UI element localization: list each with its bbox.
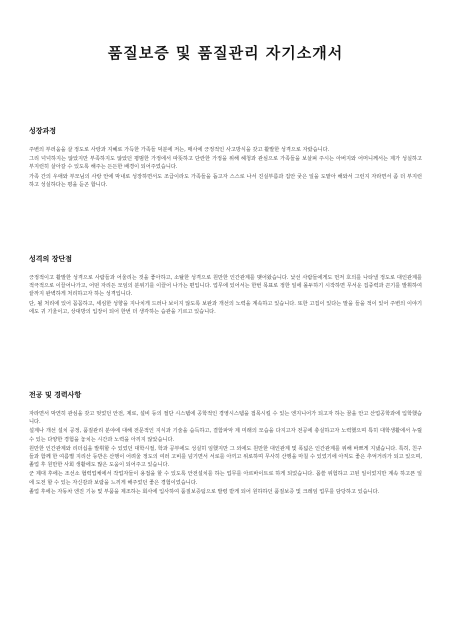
paragraph: 졸업 후에는 자동차 엔진 기능 및 부품을 제조하는 회사에 입사하여 품질보증팀으로 발령 받게 되어 원하하던 품질보증 및 크레임 업무를 담당하고 있습니다. (29, 488, 380, 495)
paragraph: 단, 될 처리에 있어 꼼꼼하고, 세심한 성향을 지나치게 드러나 보이지 않도록 보완과 개선의 노력을 계속하고 있습니다. 또한 고집이 있다는 말을 들을 적이 있어 주변의 이야기에도 귀 기울이고, 상대방의 입장이 되어 한번 더 생각하는 습관을 기르고 있습니다. (29, 300, 422, 315)
paragraph: 자라면서 막연히 관심을 갖고 멋었던 안전, 제로, 설비 등의 절단 시스템에 공학적인 경영시스템을 접목시킬 수 있는 엔지니어가 되고자 하는 꿈을 안고 산업공학과에 입학했습니다. (29, 411, 422, 426)
section-heading: 성장과정 (29, 127, 57, 135)
section-growth (29, 126, 422, 190)
paragraph: 원만한 인간관계와 리더십을 발휘할 수 있었던 대학시절, 학과 공부에도 성실히 임했지만 그 외에도 원만한 대인관계 및 폭넓은 인간관계를 위해 바쁘게 지냈습니다. 특히, 친구들과 함께 한 여름별 지리산 등반은 산행이 어려울 정도의 여러 고비를 넘기면서 서로를 아끼고 위로하며 무사히 산행을 마칠 수 있었기에 아직도 좋은 추억거리가 되고 있으며, 졸업 후 원만한 사회 생활에도 많은 도움이 되어주고 있습니다. (29, 445, 422, 469)
paragraph: 그리 넉넉하지는 않았지만 부족하지도 않았던 평범한 가정에서 따뜻하고 단란한 가정을 위해 헤청과 관심으로 가족들을 보살펴 주시는 아버지와 어머니께서는 제가 성실하고 부지런히 살아갈 수 있도록 해주는 든든한 배경이 되어주었습니다. (29, 156, 422, 171)
paragraph: 주변의 부러움을 살 정도로 사랑과 지혜로 가득한 가족들 덕분에 저는, 매사에 긍정적인 사고방식을 갖고 활발한 성격으로 자랐습니다. (29, 147, 330, 153)
section-major-career (29, 390, 422, 497)
paragraph: 설계나 개선 설치 공정, 품질관리 분야에 대해 전문적인 지식과 기술을 습득하고, 결함파악 제 미래의 모습을 다지고자 전공에 충실하고자 노력했으며 특히 대학생활에서 누릴 수 있는 다양한 경험을 놓치는 시간과 노력을 아끼지 않았습니다. (29, 428, 422, 443)
section-heading: 성격의 장단점 (29, 255, 73, 263)
paragraph: 군 제대 후에는 조선소 협력업체에서 작업자들이 용접을 할 수 있도록 안전설치를 하는 업무를 아르바이트로 하게 되었습니다. 몹쓸 위험하고 고된 일이었지만 계속 하고픈 일에 도전 할 수 있는 자신감과 보람을 느끼게 해주었던 좋은 경험이었습니다. (29, 471, 422, 486)
section-personality (29, 254, 422, 317)
section-heading: 전공 및 경력사항 (29, 391, 82, 399)
paragraph: 가족 간의 우애와 부모님의 사랑 안에 막내로 성장하면서도 조급이라도 가족들을 돕고자 스스로 나서 진실부름과 집안 궂은 일을 도맡아 해와서 그런지 자라면서 좀 더 부지런하고 성실하다는 평을 듣곤 합니다. (29, 173, 422, 188)
paragraph: 긍정적이고 활발한 성격으로 사람들과 어울리는 것을 좋아하고, 소탈한 성격으로 원만한 인간관계를 맺어왔습니다. 낯선 사람들에게도 먼저 호의를 나타낼 정도로 대인관계를 적극적으로 이끌어나가고, 어떤 자리든 모임의 분위기를 이끌어 나가는 편입니다. 업무에 있어서는 한번 목표로 정한 일에 몰두하기 시작하면 무서운 집중력과 끈기를 발휘하여 끝까지 완벽하게 처리하고자 하는 성격입니다. (29, 275, 422, 298)
document-title: 품질보증 및 품질관리 자기소개서 (107, 44, 344, 62)
